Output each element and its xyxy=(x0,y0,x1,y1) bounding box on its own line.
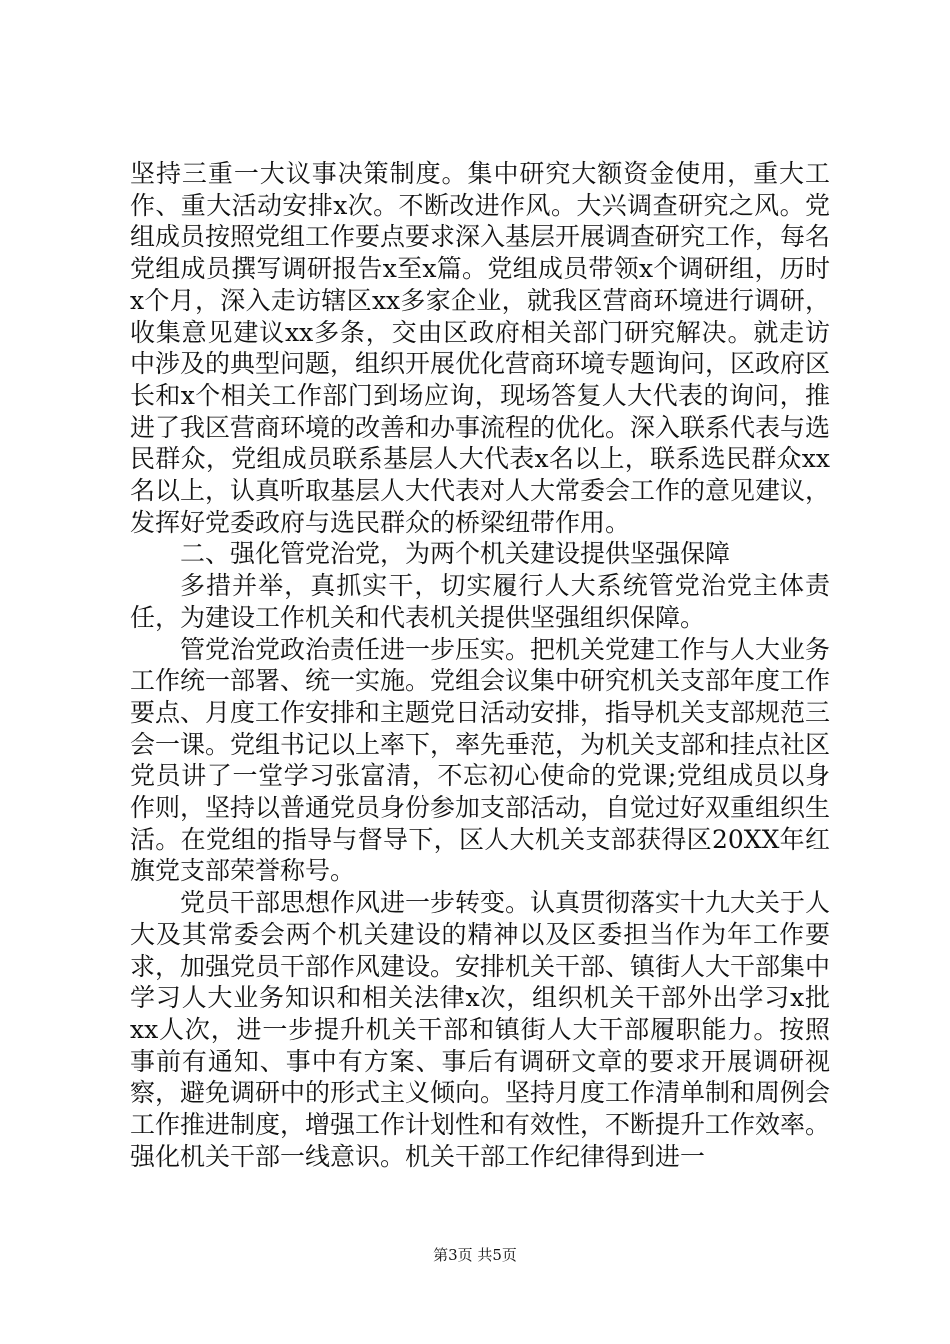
paragraph: 多措并举，真抓实干，切实履行人大系统管党治党主体责任，为建设工作机关和代表机关提供坚强组织保障。 xyxy=(130,571,830,632)
document-body xyxy=(130,158,830,1173)
page-number-footer: 第3页 共5页 xyxy=(433,1246,517,1264)
section-heading: 二、强化管党治党，为两个机关建设提供坚强保障 xyxy=(180,539,731,569)
paragraph-continued: 坚持三重一大议事决策制度。集中研究大额资金使用，重大工作、重大活动安排x次。不断改进作风。大兴调查研究之风。党组成员按照党组工作要点要求深入基层开展调查研究工作，每名党组成员撰写调研报告x至x篇。党组成员带领x个调研组，历时x个月，深入走访辖区xx多家企业，就我区营商环境进行调研，收集意见建议xx多条，交由区政府相关部门研究解决。就走访中涉及的典型问题，组织开展优化营商环境专题询问，区政府区长和x个相关工作部门到场应询，现场答复人大代表的询问，推进了我区营商环境的改善和办事流程的优化。深入联系代表与选民群众，党组成员联系基层人大代表x名以上，联系选民群众xx名以上，认真听取基层人大代表对人大常委会工作的意见建议，发挥好党委政府与选民群众的桥梁纽带作用。 xyxy=(130,159,831,537)
paragraph: 党员干部思想作风进一步转变。认真贯彻落实十九大关于人大及其常委会两个机关建设的精神以及区委担当作为年工作要求，加强党员干部作风建设。安排机关干部、镇街人大干部集中学习人大业务知识和相关法律x次，组织机关干部外出学习x批xx人次，进一步提升机关干部和镇街人大干部履职能力。按照事前有通知、事中有方案、事后有调研文章的要求开展调研视察，避免调研中的形式主义倾向。坚持月度工作清单制和周例会工作推进制度，增强工作计划性和有效性，不断提升工作效率。强化机关干部一线意识。机关干部工作纪律得到进一 xyxy=(130,888,831,1171)
paragraph: 管党治党政治责任进一步压实。把机关党建工作与人大业务工作统一部署、统一实施。党组会议集中研究机关支部年度工作要点、月度工作安排和主题党日活动安排，指导机关支部规范三会一课。党组书记以上率下，率先垂范，为机关支部和挂点社区党员讲了一堂学习张富清，不忘初心使命的党课;党组成员以身作则，坚持以普通党员身份参加支部活动，自觉过好双重组织生活。在党组的指导与督导下，区人大机关支部获得区20XX年红旗党支部荣誉称号。 xyxy=(130,634,831,886)
